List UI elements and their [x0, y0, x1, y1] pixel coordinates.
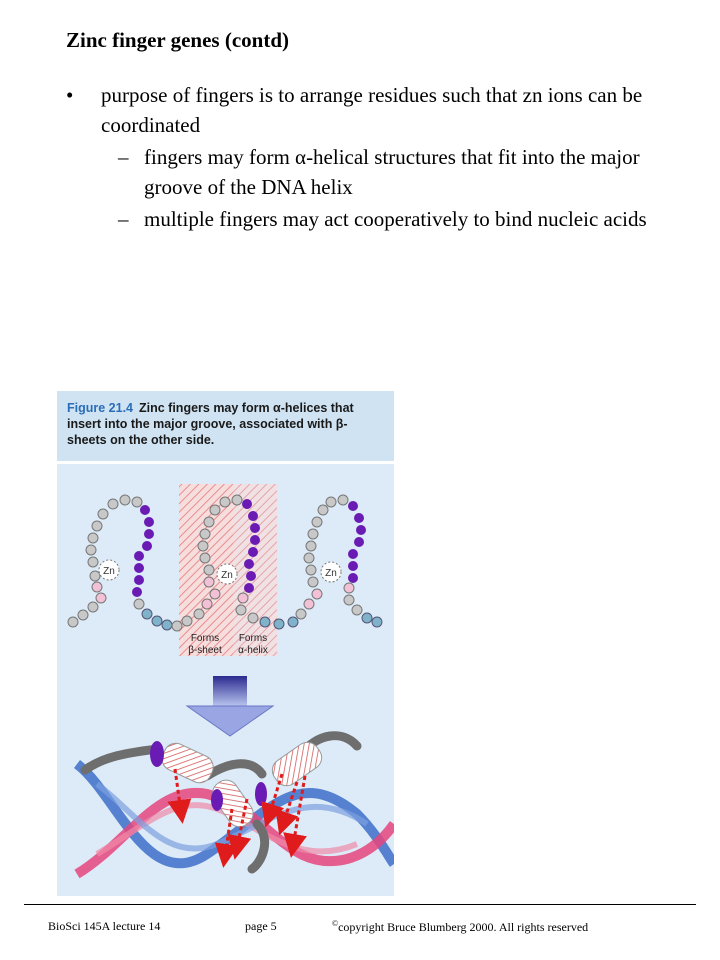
- zinc-finger-3: [296, 495, 382, 627]
- zinc-finger-1: [68, 495, 172, 630]
- figure-caption-text: Zinc fingers may form α-helices that insert into the major groove, associated with β-sheets on the other side.: [67, 401, 354, 447]
- figure-illustration: [57, 464, 394, 896]
- zn-label: Zn: [103, 566, 115, 577]
- figure-caption-box: [57, 391, 394, 461]
- footer-copyright: [332, 919, 588, 935]
- subbullet-marker: –: [118, 145, 129, 169]
- sheet-label-line1: Forms: [190, 633, 220, 644]
- subbullet-text: [144, 142, 678, 202]
- copyright-text: copyright Bruce Blumberg 2000. All rights reserved: [338, 920, 589, 934]
- alpha-helix-band: [233, 484, 277, 656]
- bullet-text: purpose of fingers is to arrange residues such that zn ions can be coordinated: [101, 83, 643, 137]
- transition-arrow-icon: [187, 676, 273, 736]
- subbullet-item: [118, 142, 678, 202]
- figure-label: Figure 21.4: [67, 401, 133, 415]
- subbullet-item: [118, 204, 678, 234]
- bullet-marker: •: [66, 83, 74, 107]
- subbullet-text: multiple fingers may act cooperatively to bind nucleic acids: [144, 207, 647, 231]
- figure-21-4: [57, 391, 394, 896]
- footer-divider: [24, 904, 696, 905]
- subbullet-text-before: fingers may form: [144, 145, 296, 169]
- zn-label: Zn: [221, 570, 233, 581]
- helix-label-line1: Forms: [238, 633, 268, 644]
- alpha-symbol: α: [295, 145, 307, 169]
- copyright-mark: ©: [332, 919, 339, 928]
- zinc-finger-diagram: [57, 464, 394, 896]
- zn-label: Zn: [325, 568, 337, 579]
- slide-title: Zinc finger genes (contd): [66, 28, 290, 52]
- subbullet-text-after: -helical structures that fit into the major groove of the DNA helix: [144, 145, 640, 199]
- footer-page-number: page 5: [245, 919, 277, 933]
- helix-label-line2: α-helix: [238, 645, 268, 656]
- sheet-label-line2: β-sheet: [188, 645, 222, 656]
- bullet-item: [66, 80, 666, 140]
- subbullet-marker: –: [118, 207, 129, 231]
- footer-course: BioSci 145A lecture 14: [48, 919, 161, 933]
- figure-caption: [67, 400, 387, 448]
